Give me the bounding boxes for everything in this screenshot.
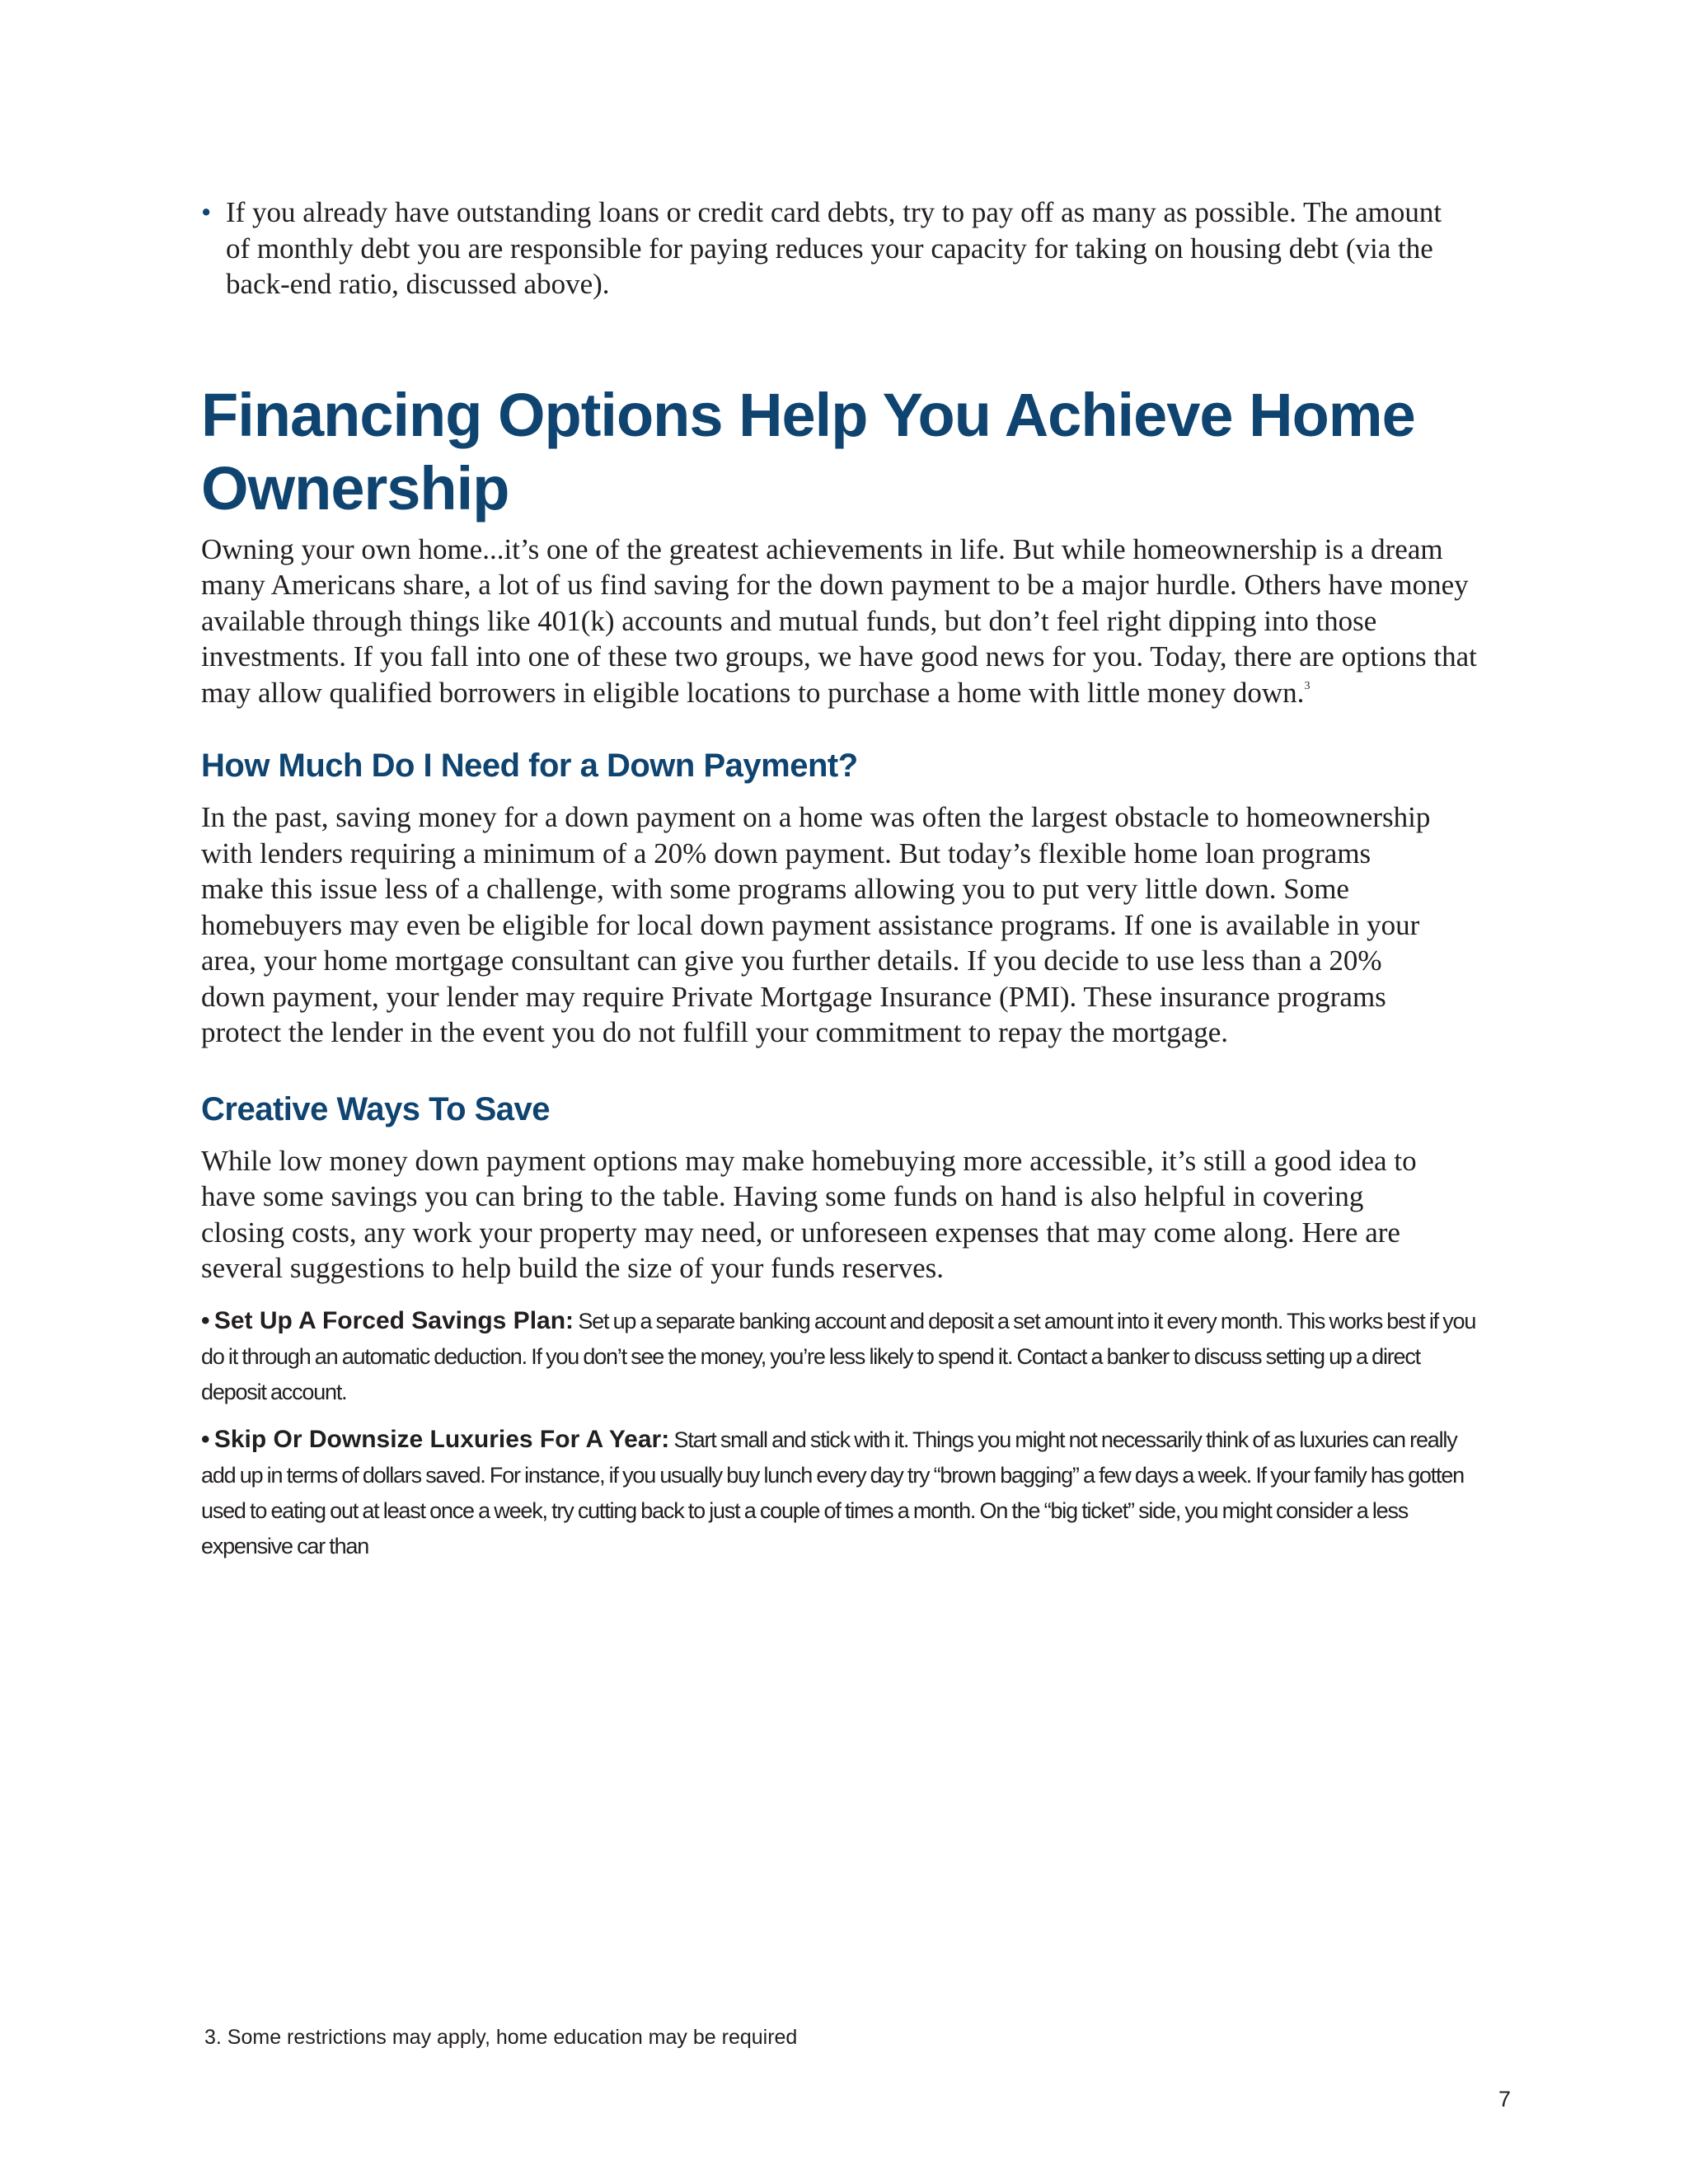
footnote-reference: 3 bbox=[1304, 679, 1311, 692]
bullet-marker: • bbox=[201, 196, 212, 228]
down-payment-paragraph: In the past, saving money for a down payment on a home was often the largest obstacle to homeownership with lenders requiring a minimum of a 20% down payment. But today’s flexible home loan programs make this issue less of a challenge, with some programs allowing you to put very little down. Some homebuyers may even be eligible for local down payment assistance programs. If one is available in your area, your home mortgage consultant can give you further details. If you decide to use less than a 20% down payment, your lender may require Private Mortgage Insurance (PMI). These insurance programs protect the lender in the event you do not fulfill your commitment to repay the mortgage. bbox=[201, 801, 1431, 1048]
page-content bbox=[201, 194, 1487, 1564]
main-heading-line-2: Ownership bbox=[201, 453, 509, 523]
section-heading-creative-ways: Creative Ways To Save bbox=[201, 1090, 551, 1127]
list-item-pay-off-debts bbox=[201, 194, 1446, 302]
tip-lead: Set Up A Forced Savings Plan: bbox=[213, 1306, 574, 1334]
tip-lead: Skip Or Downsize Luxuries For A Year: bbox=[213, 1425, 670, 1453]
section-heading-down-payment: How Much Do I Need for a Down Payment? bbox=[201, 748, 858, 784]
footnote: 3. Some restrictions may apply, home education may be required bbox=[204, 2026, 798, 2049]
main-heading-line-1: Financing Options Help You Achieve Home bbox=[201, 380, 1415, 449]
page-number: 7 bbox=[1498, 2087, 1512, 2111]
tip-bullet-marker: • bbox=[201, 1306, 210, 1334]
tip-bullet-marker: • bbox=[201, 1425, 210, 1453]
tip-text: Start small and stick with it. Things you might not necessarily think of as luxuries can really add up in terms of dollars saved. For instance, if you usually buy lunch every day try “brown bagging” a few days a week. If your family has gotten used to eating out at least once a week, try cutting back to just a couple of times a month. On the “big ticket” side, you might consider a less expensive car than bbox=[201, 1427, 1464, 1558]
intro-text: Owning your own home...it’s one of the greatest achievements in life. But while homeownership is a dream many Americans share, a lot of us find saving for the down payment to be a major hurdle. Others have money available through things like 401(k) accounts and mutual funds, but don’t feel right dipping into those investments. If you fall into one of these two groups, we have good news for you. Today, there are options that may allow qualified borrowers in eligible locations to purchase a home with little money down. bbox=[201, 532, 1477, 709]
intro-paragraph bbox=[201, 532, 1487, 711]
tip-skip-luxuries bbox=[201, 1422, 1487, 1564]
bullet-text: If you already have outstanding loans or credit card debts, try to pay off as many as possible. The amount of monthly debt you are responsible for paying reduces your capacity for taking on housing debt (via the back-end ratio, discussed above). bbox=[226, 196, 1442, 300]
tip-text: Set up a separate banking account and deposit a set amount into it every month. This works best if you do it through an automatic deduction. If you don’t see the money, you’re less likely to spend it. Contact a banker to discuss setting up a direct deposit account. bbox=[201, 1308, 1476, 1404]
creative-ways-paragraph: While low money down payment options may make homebuying more accessible, it’s still a good idea to have some savings you can bring to the table. Having some funds on hand is also helpful in covering closing costs, any work your property may need, or unforeseen expenses that may come along. Here are several suggestions to help build the size of your funds reserves. bbox=[201, 1144, 1417, 1284]
main-heading bbox=[201, 378, 1487, 525]
tip-forced-savings bbox=[201, 1303, 1487, 1410]
